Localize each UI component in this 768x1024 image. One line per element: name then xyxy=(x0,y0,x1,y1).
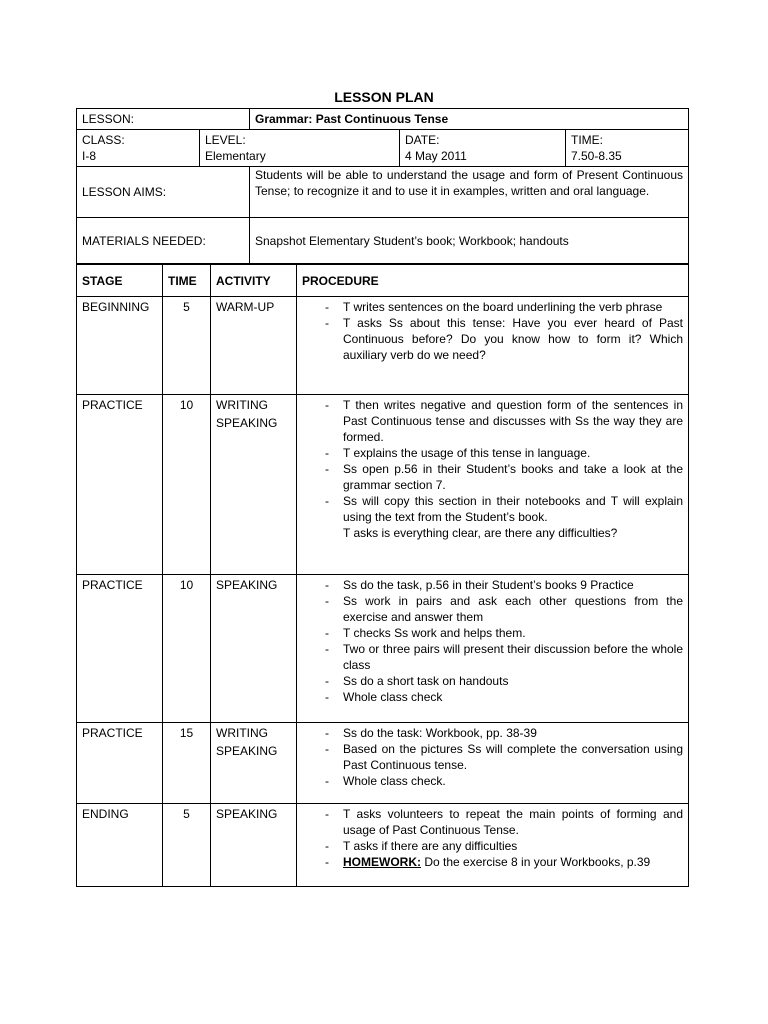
activity-cell: WRITING SPEAKING xyxy=(211,395,297,575)
stage-cell: PRACTICE xyxy=(77,723,163,804)
list-item: - Ss do the task, p.56 in their Student’s books 9 Practice xyxy=(325,578,634,592)
procedure-cell xyxy=(297,723,689,804)
aims-value-cell: Students will be able to understand the usage and form of Present Continuous Tense; to recognize it and to use it in examples, written and oral language. xyxy=(250,167,689,218)
date-value: 4 May 2011 xyxy=(405,149,467,163)
stage-cell: PRACTICE xyxy=(77,575,163,723)
level-cell xyxy=(200,130,400,167)
materials-label-cell: MATERIALS NEEDED: xyxy=(77,218,250,264)
procedure-cell xyxy=(297,804,689,887)
column-header-activity: ACTIVITY xyxy=(211,265,297,297)
table-row xyxy=(77,395,689,575)
list-item: - Based on the pictures Ss will complete the conversation using Past Continuous tense. xyxy=(325,742,683,772)
class-value: I-8 xyxy=(82,149,97,163)
activity-cell: SPEAKING xyxy=(211,575,297,723)
list-item: - Two or three pairs will present their discussion before the whole class xyxy=(325,642,683,672)
column-header-procedure: PROCEDURE xyxy=(297,265,689,297)
time-cell: 10 xyxy=(163,395,211,575)
document-title: LESSON PLAN xyxy=(334,89,434,105)
table-header-row xyxy=(77,265,689,297)
list-item: - T explains the usage of this tense in language. xyxy=(325,446,591,460)
column-header-time: TIME xyxy=(163,265,211,297)
table-row xyxy=(77,723,689,804)
class-cell xyxy=(77,130,200,167)
lesson-label-cell: LESSON: xyxy=(77,109,250,130)
activity-cell: SPEAKING xyxy=(211,804,297,887)
stage-cell: PRACTICE xyxy=(77,395,163,575)
time-label: TIME: xyxy=(571,133,603,147)
stage-cell: BEGINNING xyxy=(77,297,163,395)
date-label: DATE: xyxy=(405,133,440,147)
time-cell xyxy=(566,130,689,167)
time-cell: 15 xyxy=(163,723,211,804)
procedure-cell xyxy=(297,575,689,723)
list-item: - T writes sentences on the board underlining the verb phrase xyxy=(325,300,663,314)
materials-value-cell: Snapshot Elementary Student’s book; Workbook; handouts xyxy=(250,218,689,264)
list-item: - Ss work in pairs and ask each other questions from the exercise and answer them xyxy=(325,594,683,624)
activity-cell: WARM-UP xyxy=(211,297,297,395)
date-cell xyxy=(400,130,566,167)
stage-cell: ENDING xyxy=(77,804,163,887)
list-item: - T asks if there are any difficulties xyxy=(325,839,518,853)
column-header-stage: STAGE xyxy=(77,265,163,297)
homework-item: - HOMEWORK: Do the exercise 8 in your Workbooks, p.39 xyxy=(325,855,651,869)
procedure-cell xyxy=(297,297,689,395)
lesson-header-table xyxy=(76,108,689,264)
table-row xyxy=(77,575,689,723)
list-item-continuation: T asks is everything clear, are there any difficulties? xyxy=(343,526,618,540)
list-item: - Ss do a short task on handouts xyxy=(325,674,509,688)
list-item: - Ss open p.56 in their Student’s books and take a look at the grammar section 7. xyxy=(325,462,683,492)
level-label: LEVEL: xyxy=(205,133,246,147)
list-item: - T checks Ss work and helps them. xyxy=(325,626,526,640)
procedure-cell xyxy=(297,395,689,575)
list-item: - Ss do the task: Workbook, pp. 38-39 xyxy=(325,726,537,740)
list-item: - Whole class check xyxy=(325,690,443,704)
table-row xyxy=(77,297,689,395)
time-cell: 5 xyxy=(163,297,211,395)
list-item: - T then writes negative and question form of the sentences in Past Continuous tense and discusses with Ss the way they are formed. xyxy=(325,398,683,444)
level-value: Elementary xyxy=(205,149,266,163)
time-cell: 10 xyxy=(163,575,211,723)
homework-text: Do the exercise 8 in your Workbooks, p.39 xyxy=(421,855,651,869)
procedure-table xyxy=(76,264,689,887)
list-item: - Ss will copy this section in their notebooks and T will explain using the text from the Student’s book. xyxy=(325,494,683,524)
time-cell: 5 xyxy=(163,804,211,887)
aims-label-cell: LESSON AIMS: xyxy=(77,167,250,218)
activity-cell: WRITING SPEAKING xyxy=(211,723,297,804)
list-item: - T asks Ss about this tense: Have you ever heard of Past Continuous before? Do you know how to form it? Which auxiliary verb do we need? xyxy=(325,316,683,362)
list-item: - T asks volunteers to repeat the main points of forming and usage of Past Continuous Tense. xyxy=(325,807,683,837)
class-label: CLASS: xyxy=(82,133,125,147)
homework-label: HOMEWORK: xyxy=(343,855,421,869)
lesson-value-cell: Grammar: Past Continuous Tense xyxy=(250,109,689,130)
list-item: - Whole class check. xyxy=(325,774,446,788)
table-row xyxy=(77,804,689,887)
time-value: 7.50-8.35 xyxy=(571,149,622,163)
